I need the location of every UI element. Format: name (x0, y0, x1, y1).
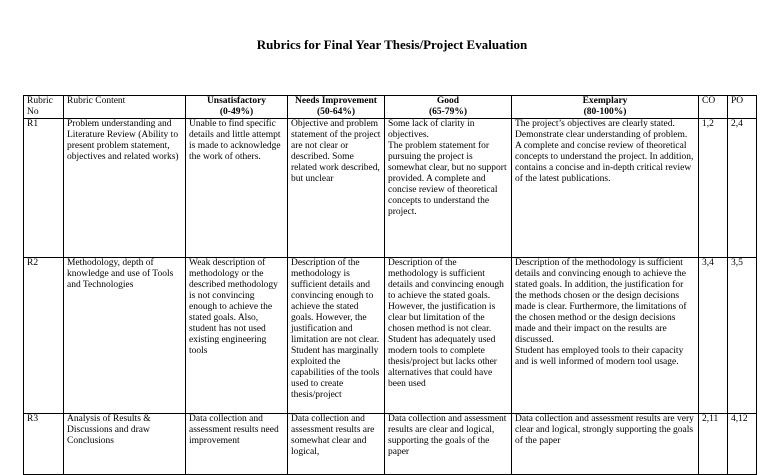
po-cell: 3,5 (728, 258, 757, 414)
header-po: PO (728, 96, 757, 119)
rubric-id: R1 (24, 119, 64, 258)
exemplary-cell: Description of the methodology is sufficient details and convincing enough to achieve the stated goals. In addition, the justification for the methods chosen or the design decisions made is clear. Furthermore, the limitations of the chosen method or the design decisions made and their impact on the results are discussed. Student has employed tools to their capacity and is well informed of modern tool usage. (512, 258, 699, 414)
co-cell: 3,4 (699, 258, 728, 414)
header-rubric-no: Rubric No (24, 96, 64, 119)
needs-improvement-cell: Description of the methodology is sufficient details and convincing enough to achieve the stated goals. However, the justification and limitation are not clear. Student has marginally exploited the capabilities of the tools used to create thesis/project (288, 258, 385, 414)
good-cell: Some lack of clarity in objectives. The problem statement for pursuing the project is somewhat clear, but no support provided. A complete and concise review of theoretical concepts to understand the project. (385, 119, 512, 258)
rubric-id: R2 (24, 258, 64, 414)
rubric-id: R3 (24, 414, 64, 475)
unsatisfactory-cell: Weak description of methodology or the described methodology is not convincing enough to achieve the stated goals. Also, student has not used existing engineering tools (186, 258, 288, 414)
unsatisfactory-cell: Unable to find specific details and little attempt is made to acknowledge the work of others. (186, 119, 288, 258)
header-good: Good (65-79%) (385, 96, 512, 119)
rubric-content: Analysis of Results & Discussions and draw Conclusions (64, 414, 186, 475)
table-row (24, 414, 757, 475)
needs-improvement-cell: Objective and problem statement of the project are not clear or described. Some related work described, but unclear (288, 119, 385, 258)
exemplary-cell: Data collection and assessment results are very clear and logical, strongly supporting the goals of the paper (512, 414, 699, 475)
header-needs-improvement: Needs Improvement (50-64%) (288, 96, 385, 119)
po-cell: 4,12 (728, 414, 757, 475)
header-co: CO (699, 96, 728, 119)
good-cell: Data collection and assessment results are clear and logical, supporting the goals of the paper (385, 414, 512, 475)
unsatisfactory-cell: Data collection and assessment results need improvement (186, 414, 288, 475)
needs-improvement-cell: Data collection and assessment results are somewhat clear and logical, (288, 414, 385, 475)
rubric-content: Problem understanding and Literature Review (Ability to present problem statement, objectives and related works) (64, 119, 186, 258)
header-row (24, 96, 757, 119)
rubric-table (23, 95, 757, 475)
header-unsatisfactory: Unsatisfactory (0-49%) (186, 96, 288, 119)
document-title: Rubrics for Final Year Thesis/Project Evaluation (256, 37, 528, 52)
header-rubric-content: Rubric Content (64, 96, 186, 119)
exemplary-cell: The project’s objectives are clearly stated. Demonstrate clear understanding of problem. A complete and concise review of theoretical concepts to understand the project. In addition, contains a concise and in-depth critical review of the latest publications. (512, 119, 699, 258)
good-cell: Description of the methodology is sufficient details and convincing enough to achieve the stated goals. However, the justification is clear but limitation of the chosen method is not clear. Student has adequately used modern tools to complete thesis/project but lacks other alternatives that could have been used (385, 258, 512, 414)
rubric-content: Methodology, depth of knowledge and use of Tools and Technologies (64, 258, 186, 414)
table-row (24, 258, 757, 414)
header-exemplary: Exemplary (80-100%) (512, 96, 699, 119)
co-cell: 2,11 (699, 414, 728, 475)
co-cell: 1,2 (699, 119, 728, 258)
po-cell: 2,4 (728, 119, 757, 258)
table-row (24, 119, 757, 258)
